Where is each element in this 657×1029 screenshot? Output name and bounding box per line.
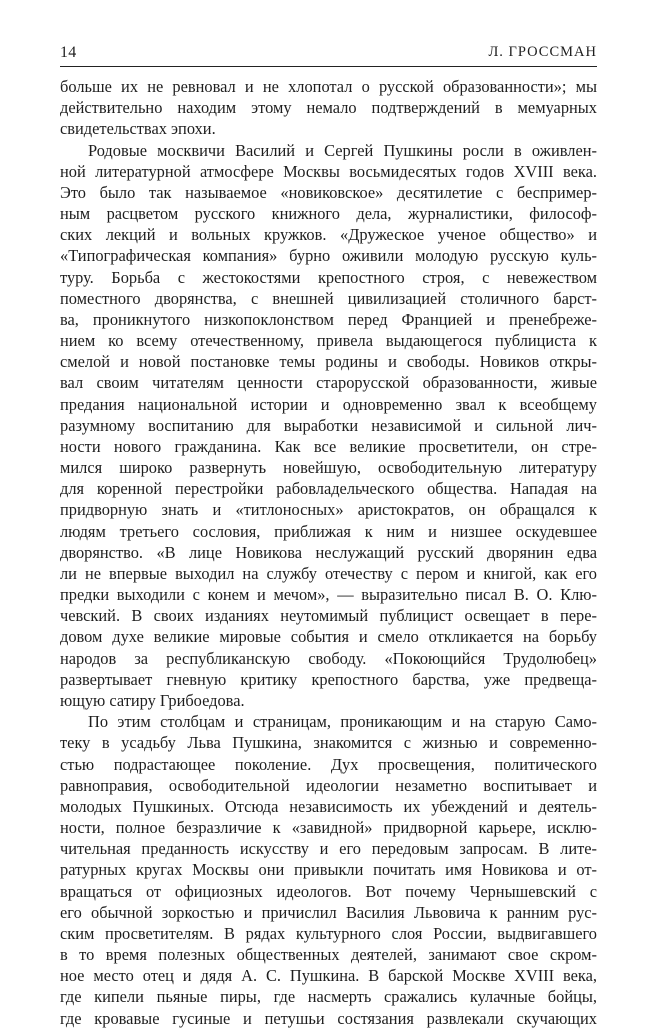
text-line: По этим столбцам и страницам, проникающим и на старую Само- [88,712,597,732]
page-header [60,44,597,68]
paragraph [60,76,597,140]
text-line: ющую сатиру Грибоедова. [60,690,245,710]
text-line: людям третьего сословия, приближая к ним и низшее оскудевшее [60,521,597,541]
text-line: довом духе великие мировые события и смело откликается на борьбу [60,627,597,647]
text-line: где кровавые гусиные и петушьи состязания развлекали скучающих [60,1008,597,1028]
paragraph [60,140,597,712]
text-line: ли не впервые выходил на службу отечеству с пером и книгой, как его [60,563,597,583]
text-line: предания национальной истории и одновременно звал к всеобщему [60,394,597,414]
running-head-author: Л. ГРОССМАН [488,44,597,60]
text-line: предки выходили с конем и мечом», — выразительно писал В. О. Клю- [60,585,597,605]
text-line: ва, проникнутого низкопоклонством перед Францией и пренебреже- [60,309,597,329]
text-line: мился широко развернуть новейшую, освободительную литературу [60,458,597,478]
text-line: больше их не ревновал и не хлопотал о русской образованности»; мы [60,77,597,96]
text-line: ности, полное безразличие к «завидной» придворной карьере, исклю- [60,818,597,838]
body-text [60,76,597,1029]
text-line: смелой и новой постановке темы родины и свободы. Новиков откры- [60,352,597,372]
page-number: 14 [60,44,77,61]
text-line: ских лекций и вольных кружков. «Дружеское ученое общество» и [60,225,597,245]
text-line: дворянство. «В лице Новикова неслужащий русский дворянин едва [60,542,597,562]
text-line: ности нового гражданина. Как все великие просветители, он стре- [60,436,597,456]
text-line: Родовые москвичи Василий и Сергей Пушкины росли в оживлен- [88,140,597,160]
text-line: народов за республиканскую свободу. «Покоющийся Трудолюбец» [60,648,597,668]
text-line: в то время полезных общественных деятелей, занимают свое скром- [60,945,597,965]
text-line: молодых Пушкиных. Отсюда независимость их убеждений и деятель- [60,796,597,816]
text-line: где кипели пьяные пиры, где насмерть сражались кулачные бойцы, [60,987,597,1007]
header-rule [60,66,597,67]
text-line: туру. Борьба с жестокостями крепостного строя, с невежеством [60,267,597,287]
text-line: развертывает гневную критику крепостного барства, уже предвеща- [60,669,597,689]
paragraph [60,711,597,1029]
text-line: чевский. В своих изданиях неутомимый публицист освещает в пере- [60,606,597,626]
text-line: чительная преданность искусству и его передовым запросам. В лите- [60,839,597,859]
text-line: придворную знать и «титлоносных» аристократов, он обращался к [60,500,597,520]
text-line: действительно находим этому немало подтверждений в мемуарных [60,98,597,118]
text-line: его обычной зоркостью и причислил Василия Львовича к ранним рус- [60,902,597,922]
text-line: нием ко всему отечественному, привела выдающегося публициста к [60,331,597,351]
text-line: стью подрастающее поколение. Дух просвещения, политического [60,754,597,774]
text-line: Это было так называемое «новиковское» десятилетие с беспример- [60,182,597,202]
text-line: «Типографическая компания» бурно оживили молодую русскую куль- [60,246,597,266]
text-line: вал своим читателям ценности старорусской образованности, живые [60,373,597,393]
text-line: теку в усадьбу Льва Пушкина, знакомится с жизнью и современно- [60,733,597,753]
text-line: ратурных кругах Москвы они привыкли почитать имя Новикова и от- [60,860,597,880]
text-line: вращаться от официозных идеологов. Вот почему Чернышевский с [60,881,597,901]
text-line: равноправия, освободительной идеологии незаметно воспитывает и [60,775,597,795]
text-line: ное место отец и дядя А. С. Пушкина. В барской Москве XVIII века, [60,966,597,986]
text-line: свидетельствах эпохи. [60,119,216,139]
text-line: ным расцветом русского книжного дела, журналистики, философ- [60,204,597,224]
text-line: для коренной перестройки рабовладельческого общества. Нападая на [60,479,597,499]
text-line: ским просветителям. В рядах культурного слоя России, выдвигавшего [60,923,597,943]
text-line: поместного дворянства, с внешней цивилизацией столичного барст- [60,288,597,308]
text-line: разумному воспитанию для выработки независимой и сильной лич- [60,415,597,435]
text-line: ной литературной атмосфере Москвы восьмидесятых годов XVIII века. [60,161,597,181]
